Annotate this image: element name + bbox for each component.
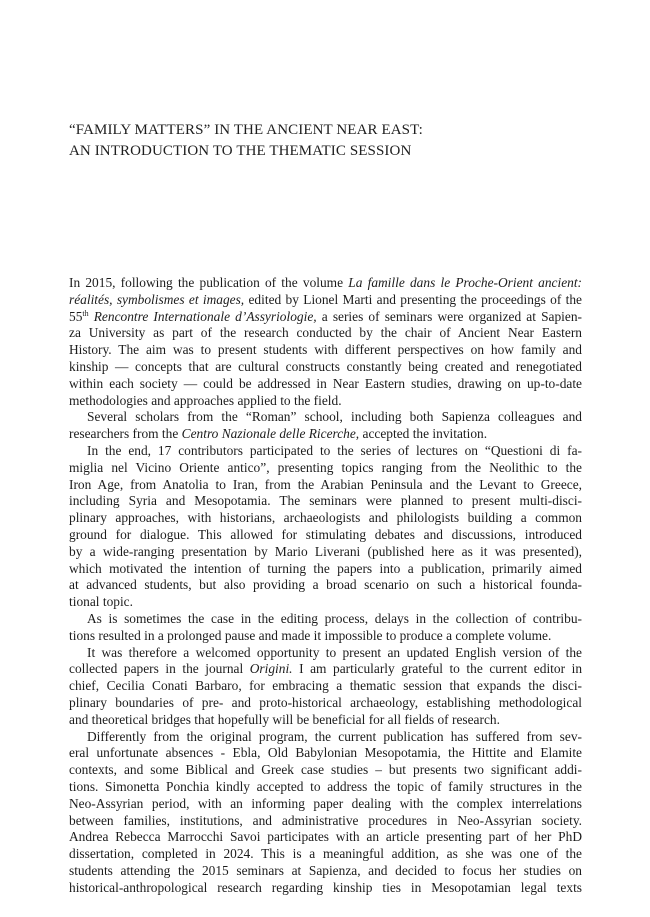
- text-line: Neo-Assyrian period, with an informing paper dealing with the complex interrelations: [69, 795, 582, 811]
- text-line: réalités, symbolismes et images, edited by Lionel Marti and presenting the proceedings of the: [69, 291, 582, 307]
- text-line: ground for dialogue. This allowed for stimulating debates and discussions, introduced: [69, 526, 582, 542]
- text-line: and theoretical bridges that hopefully will be beneficial for all fields of research.: [69, 711, 500, 727]
- text-line: miglia nel Vicino Oriente antico”, presenting topics ranging from the Neolithic to the: [69, 459, 582, 475]
- text-line: at advanced students, but also providing a broad scenario on such a historical founda-: [69, 577, 582, 593]
- text-line: between families, institutions, and administrative procedures in Neo-Assyrian society.: [69, 812, 582, 828]
- text-line: including Syria and Mesopotamia. The seminars were planned to present multi-disci-: [69, 493, 582, 509]
- text-line: methodologies and approaches applied to the field.: [69, 392, 342, 408]
- title-line: “FAMILY MATTERS” IN THE ANCIENT NEAR EAST:: [69, 122, 423, 138]
- text-line: Andrea Rebecca Marrocchi Savoi participates with an article presenting part of her PhD: [69, 829, 582, 845]
- text-line: by a wide-ranging presentation by Mario Liverani (published here as it was presented),: [69, 543, 582, 559]
- text-line: tions. Simonetta Ponchia kindly accepted to address the topic of family structures in the: [69, 778, 582, 794]
- text-line: which motivated the intention of turning the papers into a publication, primarily aimed: [69, 560, 582, 576]
- text-line: contexts, and some Biblical and Greek case studies – but presents two significant addi-: [69, 762, 582, 778]
- text-line: kinship — concepts that are cultural constructs constantly being created and renegotiated: [69, 358, 582, 374]
- text-line: In 2015, following the publication of the volume La famille dans le Proche-Orient ancient:: [69, 275, 583, 290]
- text-line: Iron Age, from Anatolia to Iran, from the Arabian Peninsula and the Levant to Greece,: [69, 476, 582, 492]
- text-line: historical-anthropological research regarding kinship ties in Mesopotamian legal texts: [69, 879, 582, 895]
- text-line: collected papers in the journal Origini. I am particularly grateful to the current editor in: [69, 661, 583, 677]
- text-line: Several scholars from the “Roman” school, including both Sapienza colleagues and: [87, 409, 582, 425]
- text-line: plinary approaches, with historians, archaeologists and philologists building a common: [69, 510, 582, 526]
- text-line: za University as part of the research conducted by the chair of Ancient Near Eastern: [69, 325, 582, 341]
- text-line: As is sometimes the case in the editing process, delays in the collection of contribu-: [87, 610, 582, 626]
- title-line: AN INTRODUCTION TO THE THEMATIC SESSION: [69, 143, 412, 159]
- text-line: students attending the 2015 seminars at Sapienza, and decided to focus her studies on: [69, 862, 582, 878]
- text-line: within each society — could be addressed in Near Eastern studies, drawing on up-to-date: [69, 375, 582, 391]
- text-line: tions resulted in a prolonged pause and made it impossible to produce a complete volume.: [69, 627, 552, 643]
- text-line: Differently from the original program, the current publication has suffered from sev-: [87, 728, 582, 744]
- article-body: [69, 275, 582, 896]
- text-line: dissertation, completed in 2024. This is a meaningful addition, as she was one of the: [69, 846, 582, 862]
- text-line: tional topic.: [69, 594, 133, 610]
- text-line: plinary boundaries of pre- and proto-historical archaeology, establishing methodological: [69, 694, 582, 710]
- text-line: In the end, 17 contributors participated to the series of lectures on “Questioni di fa-: [87, 442, 582, 458]
- text-line: eral unfortunate absences - Ebla, Old Babylonian Mesopotamia, the Hittite and Elamite: [69, 745, 582, 761]
- text-line: 55th Rencontre Internationale d’Assyriologie, a series of seminars were organized at Sapien-: [69, 308, 582, 324]
- article-title: [69, 120, 589, 162]
- text-line: chief, Cecilia Conati Barbaro, for embracing a thematic session that expands the disci-: [69, 678, 582, 694]
- text-line: It was therefore a welcomed opportunity to present an updated English version of the: [87, 644, 582, 660]
- text-line: History. The aim was to present students with different perspectives on how family and: [69, 342, 582, 358]
- text-line: researchers from the Centro Nazionale delle Ricerche, accepted the invitation.: [69, 426, 488, 442]
